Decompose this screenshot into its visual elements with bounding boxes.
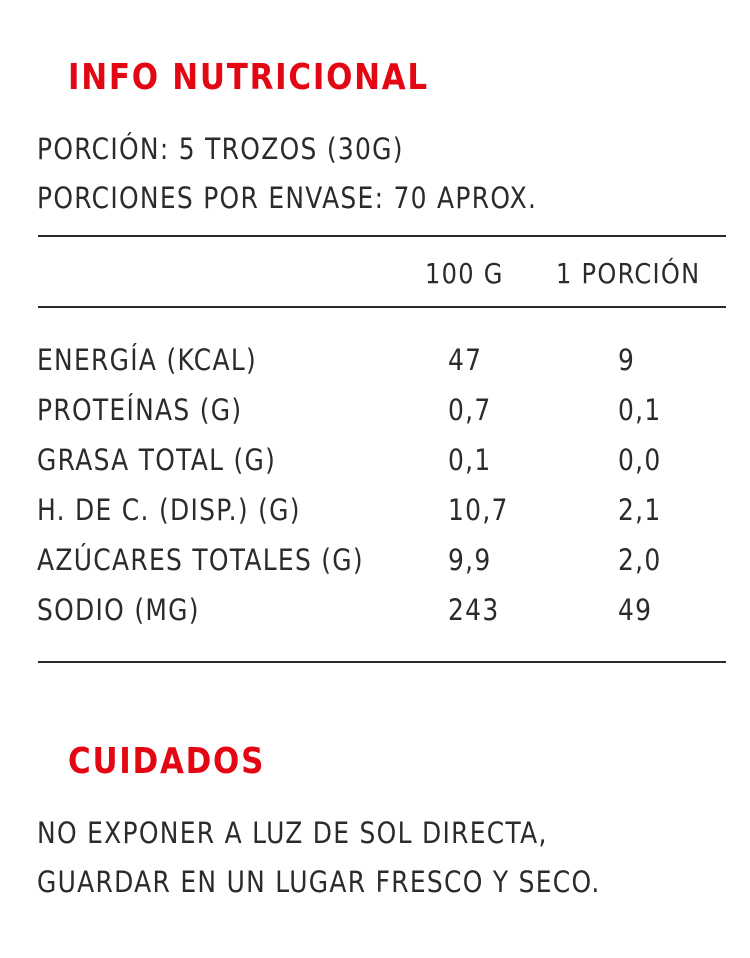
table-row xyxy=(0,342,750,392)
table-row xyxy=(0,542,750,592)
value-per-100g: 0,7 xyxy=(448,393,492,427)
table-row xyxy=(0,442,750,492)
nutrition-table xyxy=(0,342,750,642)
nutrient-name: GRASA TOTAL (G) xyxy=(37,443,277,477)
table-header-rule xyxy=(38,306,726,308)
column-header-portion: 1 PORCIÓN xyxy=(556,257,701,290)
value-per-portion: 2,0 xyxy=(618,543,662,577)
value-per-100g: 47 xyxy=(448,343,483,377)
column-header-100g: 100 G xyxy=(425,257,504,290)
value-per-portion: 0,1 xyxy=(618,393,662,427)
nutrient-name: H. DE C. (DISP.) (G) xyxy=(37,493,301,527)
serving-size: PORCIÓN: 5 TROZOS (30G) xyxy=(37,132,404,166)
care-instruction-line-2: GUARDAR EN UN LUGAR FRESCO Y SECO. xyxy=(37,865,601,899)
value-per-100g: 10,7 xyxy=(448,493,509,527)
care-title: CUIDADOS xyxy=(68,741,266,782)
servings-per-pack: PORCIONES POR ENVASE: 70 APROX. xyxy=(37,181,538,215)
table-top-rule xyxy=(38,235,726,237)
nutrient-name: SODIO (MG) xyxy=(37,593,200,627)
table-bottom-rule xyxy=(38,661,726,663)
value-per-portion: 9 xyxy=(618,343,636,377)
nutrition-title: INFO NUTRICIONAL xyxy=(68,57,429,98)
value-per-100g: 9,9 xyxy=(448,543,492,577)
value-per-portion: 49 xyxy=(618,593,653,627)
value-per-portion: 0,0 xyxy=(618,443,662,477)
value-per-100g: 0,1 xyxy=(448,443,492,477)
table-row xyxy=(0,492,750,542)
care-instruction-line-1: NO EXPONER A LUZ DE SOL DIRECTA, xyxy=(37,816,548,850)
value-per-100g: 243 xyxy=(448,593,500,627)
nutrient-name: ENERGÍA (KCAL) xyxy=(37,343,258,377)
value-per-portion: 2,1 xyxy=(618,493,662,527)
table-row xyxy=(0,392,750,442)
nutrient-name: AZÚCARES TOTALES (G) xyxy=(37,543,364,577)
table-row xyxy=(0,592,750,642)
nutrient-name: PROTEÍNAS (G) xyxy=(37,393,243,427)
